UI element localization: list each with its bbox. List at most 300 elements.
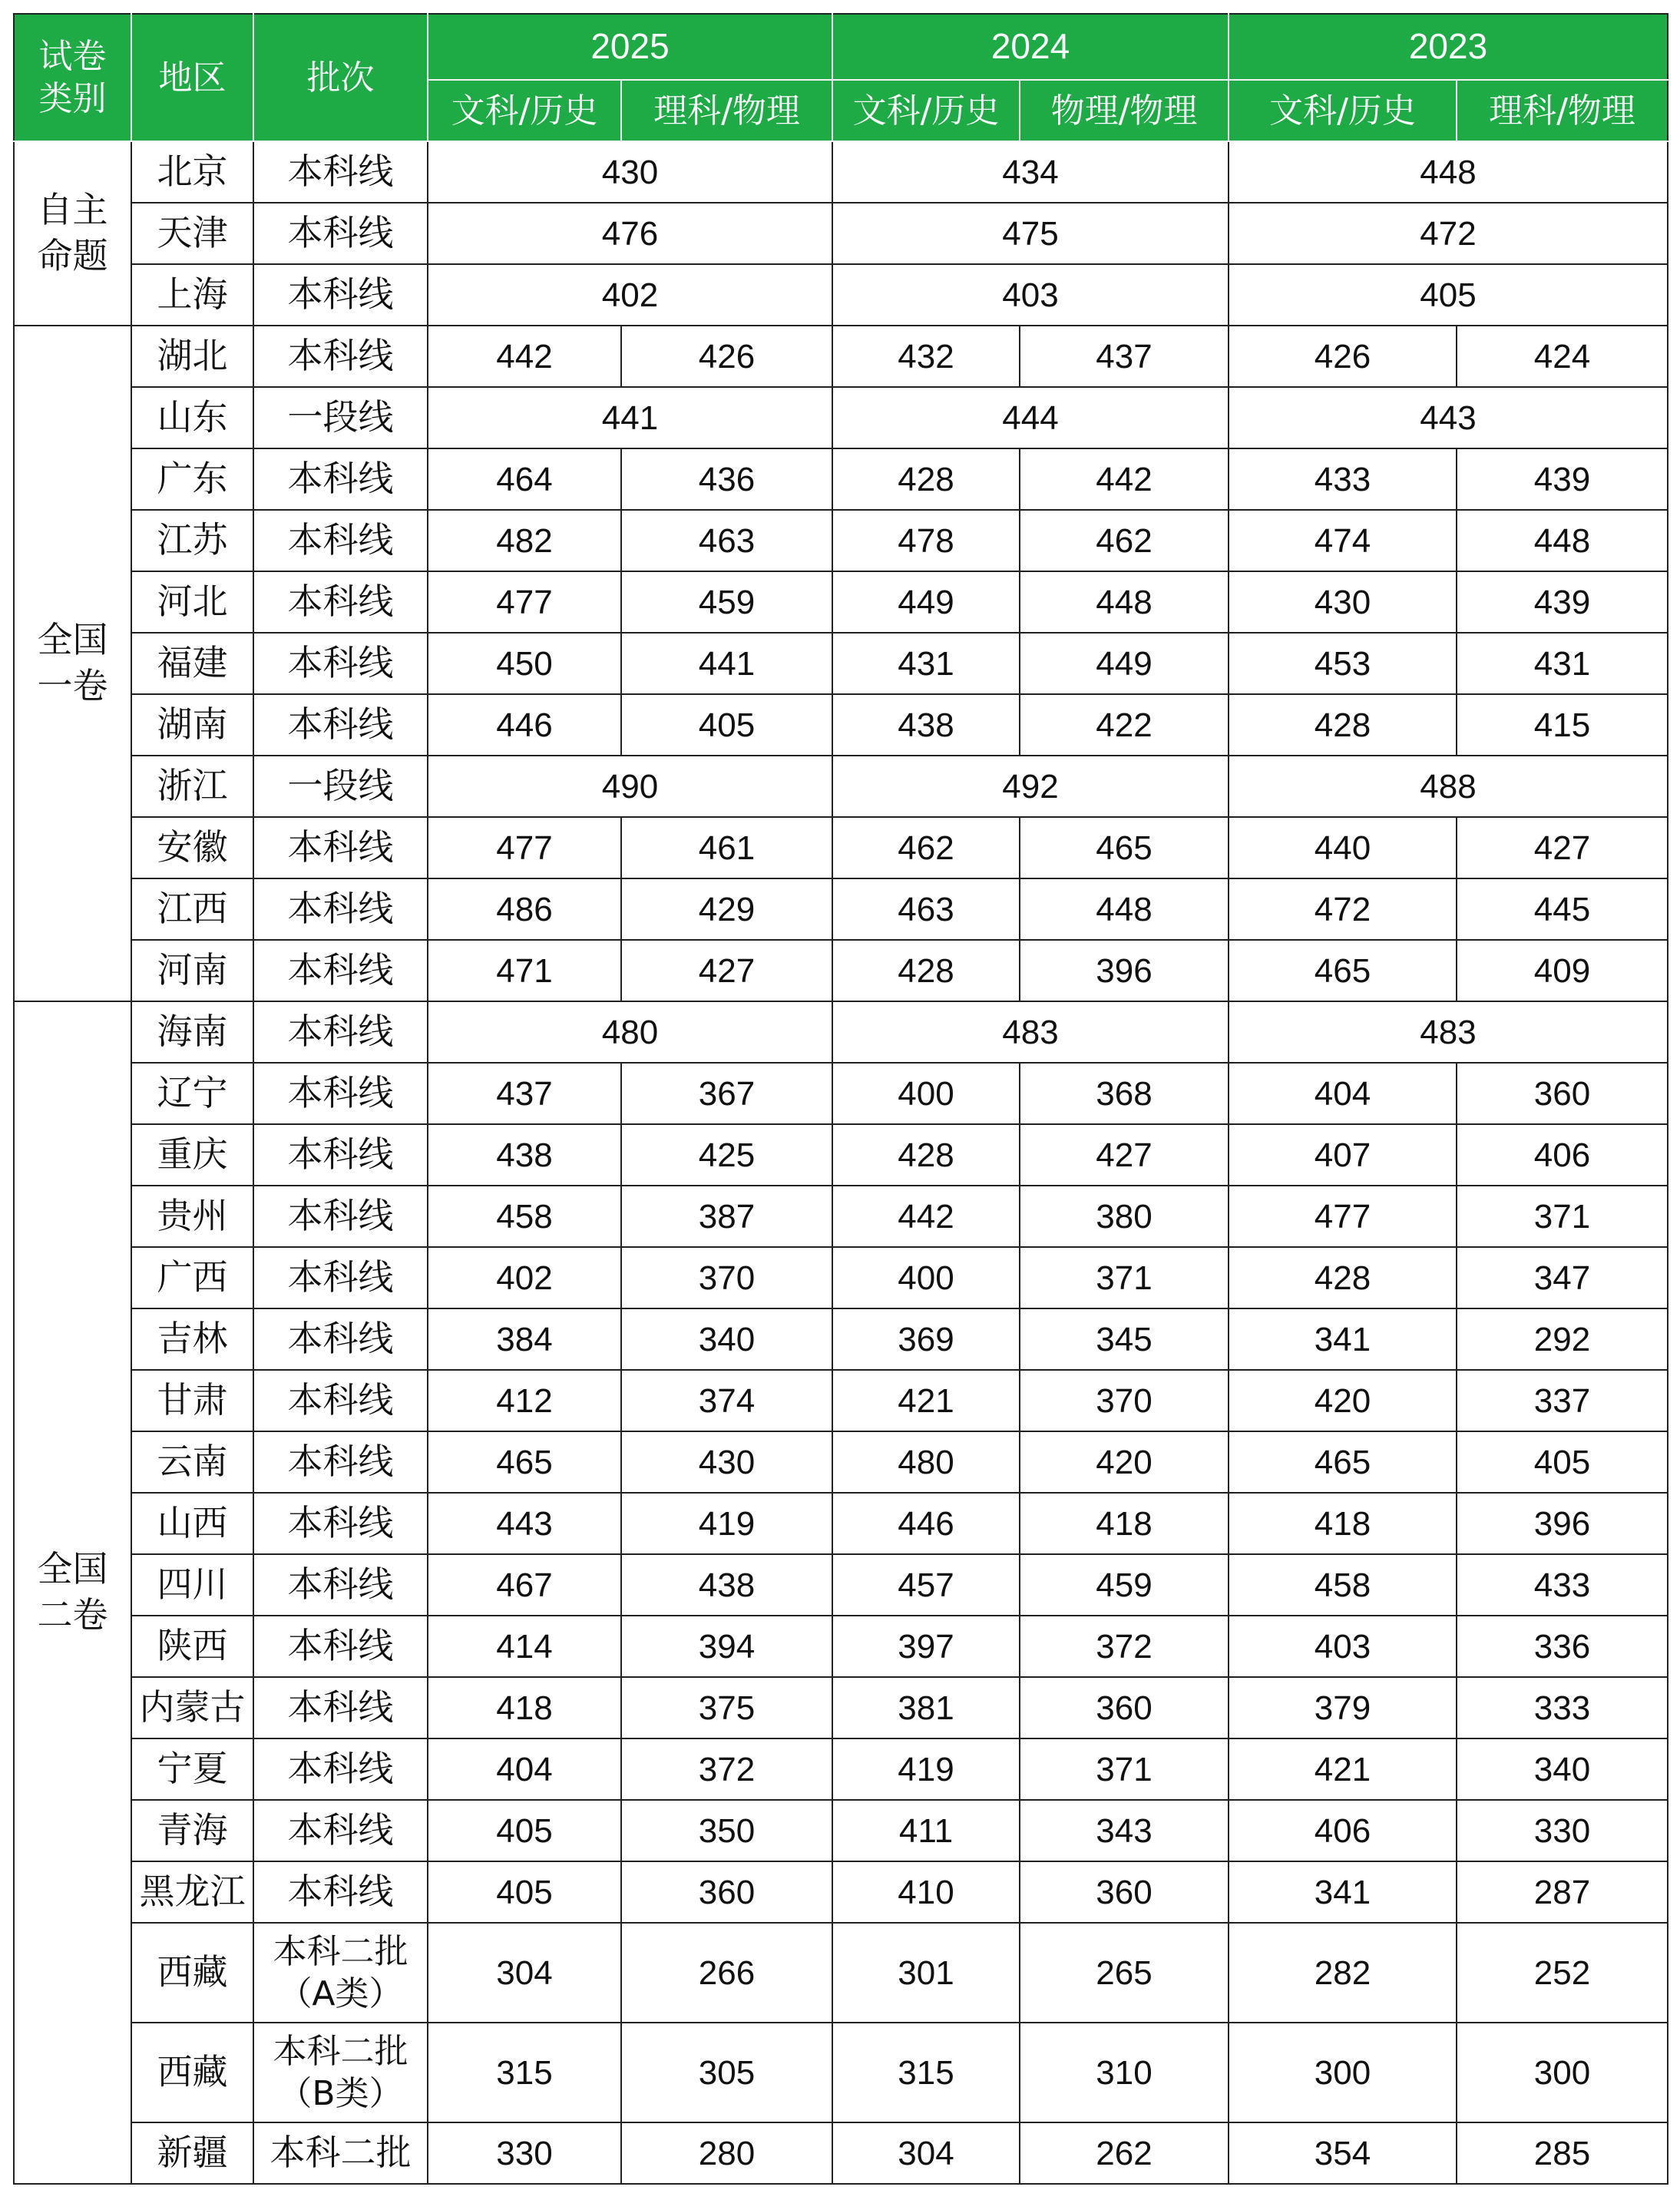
score-cell: 360 bbox=[1020, 1677, 1229, 1738]
score-cell: 412 bbox=[428, 1370, 621, 1431]
table-row bbox=[14, 387, 1668, 448]
batch-cell: 本科线 bbox=[253, 694, 428, 756]
region-cell: 辽宁 bbox=[131, 1063, 253, 1124]
table-row bbox=[14, 1370, 1668, 1431]
table-row bbox=[14, 878, 1668, 940]
region-cell: 湖南 bbox=[131, 694, 253, 756]
year-label: 2024 bbox=[990, 26, 1070, 67]
score-cell: 433 bbox=[1229, 448, 1457, 510]
score-cell: 345 bbox=[1020, 1308, 1229, 1370]
score-cell: 419 bbox=[832, 1738, 1020, 1800]
batch-cell: 本科线 bbox=[253, 878, 428, 940]
table-row bbox=[14, 510, 1668, 571]
score-cell: 410 bbox=[832, 1861, 1020, 1923]
batch-cell: 本科线 bbox=[253, 141, 428, 203]
score-cell: 449 bbox=[832, 571, 1020, 633]
table-row bbox=[14, 1431, 1668, 1493]
score-cell: 300 bbox=[1457, 2023, 1668, 2122]
score-cell: 347 bbox=[1457, 1247, 1668, 1308]
region-cell: 浙江 bbox=[131, 756, 253, 817]
table-row bbox=[14, 940, 1668, 1001]
header-sub-2023-science: 理科/物理 bbox=[1457, 80, 1668, 141]
score-cell-merged: 405 bbox=[1229, 264, 1668, 326]
score-cell: 337 bbox=[1457, 1370, 1668, 1431]
score-cell: 407 bbox=[1229, 1124, 1457, 1186]
score-cell: 372 bbox=[621, 1738, 832, 1800]
header-year-2023 bbox=[1229, 14, 1668, 80]
batch-cell: 本科线 bbox=[253, 1677, 428, 1738]
region-cell: 四川 bbox=[131, 1554, 253, 1616]
score-cell: 372 bbox=[1020, 1616, 1229, 1677]
batch-line: 本科二批 bbox=[273, 1932, 408, 1971]
header-sub-2025-science: 理科/物理 bbox=[621, 80, 832, 141]
score-cell-merged: 448 bbox=[1229, 141, 1668, 203]
score-cell: 304 bbox=[832, 2122, 1020, 2184]
score-cell: 462 bbox=[1020, 510, 1229, 571]
score-cell: 285 bbox=[1457, 2122, 1668, 2184]
score-cell: 402 bbox=[428, 1247, 621, 1308]
batch-line: 本科二批 bbox=[273, 2032, 408, 2071]
region-cell: 广西 bbox=[131, 1247, 253, 1308]
score-cell: 436 bbox=[621, 448, 832, 510]
batch-cell: 本科线 bbox=[253, 1124, 428, 1186]
region-cell: 陕西 bbox=[131, 1616, 253, 1677]
score-cell: 477 bbox=[1229, 1186, 1457, 1247]
batch-line: （A类） bbox=[278, 1974, 403, 2013]
table-row bbox=[14, 1800, 1668, 1861]
batch-cell: 本科线 bbox=[253, 1247, 428, 1308]
category-cell bbox=[14, 326, 131, 1001]
score-cell: 428 bbox=[832, 1124, 1020, 1186]
score-cell-merged: 434 bbox=[832, 141, 1229, 203]
header-sub-2023-liberal: 文科/历史 bbox=[1229, 80, 1457, 141]
year-label: 2025 bbox=[590, 26, 670, 67]
score-cell: 464 bbox=[428, 448, 621, 510]
score-cell-merged: 443 bbox=[1229, 387, 1668, 448]
table-row bbox=[14, 448, 1668, 510]
score-cell: 341 bbox=[1229, 1308, 1457, 1370]
table-row bbox=[14, 571, 1668, 633]
table-row bbox=[14, 756, 1668, 817]
table-row bbox=[14, 1677, 1668, 1738]
table-row bbox=[14, 1063, 1668, 1124]
score-cell: 443 bbox=[428, 1493, 621, 1554]
score-cell: 330 bbox=[1457, 1800, 1668, 1861]
score-cell: 266 bbox=[621, 1923, 832, 2023]
score-cell: 305 bbox=[621, 2023, 832, 2122]
score-cell: 439 bbox=[1457, 571, 1668, 633]
header-year-2024 bbox=[832, 14, 1229, 80]
score-cell: 465 bbox=[1229, 940, 1457, 1001]
score-cell-merged: 472 bbox=[1229, 203, 1668, 264]
table-row bbox=[14, 1554, 1668, 1616]
category-line: 全国 bbox=[37, 1548, 108, 1590]
batch-cell: 本科线 bbox=[253, 1431, 428, 1493]
region-cell: 甘肃 bbox=[131, 1370, 253, 1431]
table-row bbox=[14, 1923, 1668, 2023]
category-cell bbox=[14, 1001, 131, 2184]
score-cell: 371 bbox=[1457, 1186, 1668, 1247]
score-cell: 396 bbox=[1020, 940, 1229, 1001]
table-row bbox=[14, 326, 1668, 387]
batch-cell: 本科线 bbox=[253, 1738, 428, 1800]
score-cell: 459 bbox=[621, 571, 832, 633]
score-cell: 400 bbox=[832, 1247, 1020, 1308]
batch-cell: 一段线 bbox=[253, 387, 428, 448]
table-row bbox=[14, 633, 1668, 694]
score-cell: 426 bbox=[1229, 326, 1457, 387]
score-cell: 442 bbox=[428, 326, 621, 387]
score-cell: 384 bbox=[428, 1308, 621, 1370]
score-cell: 360 bbox=[621, 1861, 832, 1923]
region-cell: 上海 bbox=[131, 264, 253, 326]
score-cell: 427 bbox=[1457, 817, 1668, 878]
score-cell: 370 bbox=[621, 1247, 832, 1308]
score-cell-merged: 402 bbox=[428, 264, 832, 326]
header-category bbox=[14, 14, 131, 141]
score-cell: 411 bbox=[832, 1800, 1020, 1861]
batch-cell: 本科线 bbox=[253, 817, 428, 878]
score-cell: 340 bbox=[621, 1308, 832, 1370]
score-cell: 446 bbox=[832, 1493, 1020, 1554]
score-cell: 375 bbox=[621, 1677, 832, 1738]
region-cell: 宁夏 bbox=[131, 1738, 253, 1800]
score-cell: 420 bbox=[1020, 1431, 1229, 1493]
score-cell: 336 bbox=[1457, 1616, 1668, 1677]
region-cell: 新疆 bbox=[131, 2122, 253, 2184]
score-cell: 369 bbox=[832, 1308, 1020, 1370]
score-cell: 441 bbox=[621, 633, 832, 694]
score-cell: 440 bbox=[1229, 817, 1457, 878]
score-cell: 458 bbox=[1229, 1554, 1457, 1616]
batch-cell: 本科线 bbox=[253, 633, 428, 694]
score-cell: 396 bbox=[1457, 1493, 1668, 1554]
score-cell: 442 bbox=[1020, 448, 1229, 510]
score-cell: 433 bbox=[1457, 1554, 1668, 1616]
score-cell-merged: 483 bbox=[1229, 1001, 1668, 1063]
batch-cell: 本科线 bbox=[253, 1186, 428, 1247]
score-cell: 467 bbox=[428, 1554, 621, 1616]
header-category-line-2: 类别 bbox=[38, 79, 107, 118]
score-cell: 360 bbox=[1020, 1861, 1229, 1923]
score-cell: 486 bbox=[428, 878, 621, 940]
batch-cell bbox=[253, 2023, 428, 2122]
score-cell: 406 bbox=[1457, 1124, 1668, 1186]
score-cell: 350 bbox=[621, 1800, 832, 1861]
region-cell: 江西 bbox=[131, 878, 253, 940]
score-cell: 301 bbox=[832, 1923, 1020, 2023]
table-row bbox=[14, 1493, 1668, 1554]
score-cell: 465 bbox=[428, 1431, 621, 1493]
batch-cell: 本科线 bbox=[253, 940, 428, 1001]
score-cell: 400 bbox=[832, 1063, 1020, 1124]
score-cell: 428 bbox=[832, 940, 1020, 1001]
score-cell: 340 bbox=[1457, 1738, 1668, 1800]
table-row bbox=[14, 1186, 1668, 1247]
score-cell: 449 bbox=[1020, 633, 1229, 694]
table-row bbox=[14, 1861, 1668, 1923]
table-row bbox=[14, 1001, 1668, 1063]
score-cell: 354 bbox=[1229, 2122, 1457, 2184]
score-cell: 442 bbox=[832, 1186, 1020, 1247]
score-cell: 453 bbox=[1229, 633, 1457, 694]
batch-cell: 本科线 bbox=[253, 1001, 428, 1063]
score-cell: 437 bbox=[1020, 326, 1229, 387]
score-cell: 428 bbox=[1229, 1247, 1457, 1308]
region-cell: 河南 bbox=[131, 940, 253, 1001]
score-cell: 432 bbox=[832, 326, 1020, 387]
score-cell: 471 bbox=[428, 940, 621, 1001]
score-cell: 315 bbox=[832, 2023, 1020, 2122]
score-cell: 429 bbox=[621, 878, 832, 940]
table-row bbox=[14, 694, 1668, 756]
year-label: 2023 bbox=[1408, 26, 1488, 67]
batch-line: （B类） bbox=[278, 2074, 403, 2113]
score-cell: 341 bbox=[1229, 1861, 1457, 1923]
score-cell: 448 bbox=[1020, 571, 1229, 633]
batch-cell bbox=[253, 1923, 428, 2023]
region-cell: 山东 bbox=[131, 387, 253, 448]
score-cell: 397 bbox=[832, 1616, 1020, 1677]
batch-cell: 本科线 bbox=[253, 1308, 428, 1370]
score-cell: 333 bbox=[1457, 1677, 1668, 1738]
table-row bbox=[14, 1616, 1668, 1677]
score-cell: 409 bbox=[1457, 940, 1668, 1001]
score-cell: 448 bbox=[1020, 878, 1229, 940]
batch-cell: 本科线 bbox=[253, 1063, 428, 1124]
score-cell: 406 bbox=[1229, 1800, 1457, 1861]
score-cell: 465 bbox=[1020, 817, 1229, 878]
score-cell: 304 bbox=[428, 1923, 621, 2023]
score-cell: 379 bbox=[1229, 1677, 1457, 1738]
score-cell-merged: 488 bbox=[1229, 756, 1668, 817]
category-line: 自主 bbox=[37, 189, 108, 231]
score-cell: 404 bbox=[428, 1738, 621, 1800]
score-cell-merged: 483 bbox=[832, 1001, 1229, 1063]
category-line: 全国 bbox=[37, 619, 108, 661]
score-cell: 438 bbox=[832, 694, 1020, 756]
region-cell: 江苏 bbox=[131, 510, 253, 571]
score-cell: 300 bbox=[1229, 2023, 1457, 2122]
batch-cell: 本科线 bbox=[253, 326, 428, 387]
header-category-line-1: 试卷 bbox=[38, 37, 107, 76]
score-cell: 418 bbox=[1020, 1493, 1229, 1554]
score-cell: 463 bbox=[832, 878, 1020, 940]
score-cell: 415 bbox=[1457, 694, 1668, 756]
region-cell: 安徽 bbox=[131, 817, 253, 878]
region-cell: 重庆 bbox=[131, 1124, 253, 1186]
table-row bbox=[14, 203, 1668, 264]
region-cell: 山西 bbox=[131, 1493, 253, 1554]
region-cell: 黑龙江 bbox=[131, 1861, 253, 1923]
table-row bbox=[14, 1247, 1668, 1308]
score-table-container bbox=[13, 13, 1667, 2177]
score-cell: 368 bbox=[1020, 1063, 1229, 1124]
score-cell: 367 bbox=[621, 1063, 832, 1124]
score-cell: 446 bbox=[428, 694, 621, 756]
score-cell: 405 bbox=[428, 1800, 621, 1861]
score-cell-merged: 492 bbox=[832, 756, 1229, 817]
score-cell: 292 bbox=[1457, 1308, 1668, 1370]
region-cell: 河北 bbox=[131, 571, 253, 633]
score-cell: 439 bbox=[1457, 448, 1668, 510]
score-cell: 472 bbox=[1229, 878, 1457, 940]
region-cell: 西藏 bbox=[131, 2023, 253, 2122]
region-cell: 内蒙古 bbox=[131, 1677, 253, 1738]
score-cell: 457 bbox=[832, 1554, 1020, 1616]
table-row bbox=[14, 2023, 1668, 2122]
score-cell: 315 bbox=[428, 2023, 621, 2122]
table-row bbox=[14, 1738, 1668, 1800]
score-cell: 330 bbox=[428, 2122, 621, 2184]
score-cell: 428 bbox=[832, 448, 1020, 510]
region-cell: 贵州 bbox=[131, 1186, 253, 1247]
score-cell: 310 bbox=[1020, 2023, 1229, 2122]
table-row bbox=[14, 141, 1668, 203]
table-body bbox=[14, 141, 1668, 2184]
score-cell: 360 bbox=[1457, 1063, 1668, 1124]
region-cell: 西藏 bbox=[131, 1923, 253, 2023]
score-cell: 462 bbox=[832, 817, 1020, 878]
score-cell-merged: 475 bbox=[832, 203, 1229, 264]
score-cell: 450 bbox=[428, 633, 621, 694]
table-row bbox=[14, 1124, 1668, 1186]
score-cell: 394 bbox=[621, 1616, 832, 1677]
batch-cell: 本科线 bbox=[253, 264, 428, 326]
score-cell: 458 bbox=[428, 1186, 621, 1247]
region-cell: 北京 bbox=[131, 141, 253, 203]
batch-cell: 本科线 bbox=[253, 571, 428, 633]
score-cell: 428 bbox=[1229, 694, 1457, 756]
score-cell: 405 bbox=[1457, 1431, 1668, 1493]
score-cell: 430 bbox=[1229, 571, 1457, 633]
category-line: 一卷 bbox=[37, 665, 108, 706]
score-cell-merged: 430 bbox=[428, 141, 832, 203]
score-cell: 480 bbox=[832, 1431, 1020, 1493]
header-region: 地区 bbox=[131, 14, 253, 141]
region-cell: 青海 bbox=[131, 1800, 253, 1861]
score-cell: 422 bbox=[1020, 694, 1229, 756]
table-header bbox=[14, 14, 1668, 141]
score-cell: 425 bbox=[621, 1124, 832, 1186]
batch-cell: 本科线 bbox=[253, 1800, 428, 1861]
score-cell: 280 bbox=[621, 2122, 832, 2184]
batch-cell: 本科线 bbox=[253, 1861, 428, 1923]
score-cell: 265 bbox=[1020, 1923, 1229, 2023]
table-row bbox=[14, 817, 1668, 878]
region-cell: 云南 bbox=[131, 1431, 253, 1493]
batch-cell: 本科线 bbox=[253, 1616, 428, 1677]
table-row bbox=[14, 1308, 1668, 1370]
score-table bbox=[13, 13, 1668, 2185]
score-cell: 438 bbox=[621, 1554, 832, 1616]
score-cell: 381 bbox=[832, 1677, 1020, 1738]
score-cell: 262 bbox=[1020, 2122, 1229, 2184]
score-cell: 343 bbox=[1020, 1800, 1229, 1861]
score-cell: 459 bbox=[1020, 1554, 1229, 1616]
score-cell: 445 bbox=[1457, 878, 1668, 940]
score-cell: 437 bbox=[428, 1063, 621, 1124]
score-cell: 477 bbox=[428, 817, 621, 878]
score-cell: 427 bbox=[621, 940, 832, 1001]
score-cell: 427 bbox=[1020, 1124, 1229, 1186]
score-cell: 448 bbox=[1457, 510, 1668, 571]
score-cell: 478 bbox=[832, 510, 1020, 571]
region-cell: 吉林 bbox=[131, 1308, 253, 1370]
score-cell: 461 bbox=[621, 817, 832, 878]
score-cell: 404 bbox=[1229, 1063, 1457, 1124]
score-cell: 477 bbox=[428, 571, 621, 633]
region-cell: 广东 bbox=[131, 448, 253, 510]
region-cell: 湖北 bbox=[131, 326, 253, 387]
score-cell: 371 bbox=[1020, 1738, 1229, 1800]
score-cell: 403 bbox=[1229, 1616, 1457, 1677]
score-cell: 482 bbox=[428, 510, 621, 571]
score-cell-merged: 441 bbox=[428, 387, 832, 448]
score-cell: 414 bbox=[428, 1616, 621, 1677]
score-cell-merged: 444 bbox=[832, 387, 1229, 448]
score-cell: 380 bbox=[1020, 1186, 1229, 1247]
score-cell: 370 bbox=[1020, 1370, 1229, 1431]
score-cell: 431 bbox=[1457, 633, 1668, 694]
score-cell: 465 bbox=[1229, 1431, 1457, 1493]
score-cell: 418 bbox=[428, 1677, 621, 1738]
batch-cell: 本科线 bbox=[253, 510, 428, 571]
score-cell: 374 bbox=[621, 1370, 832, 1431]
score-cell: 438 bbox=[428, 1124, 621, 1186]
score-cell: 405 bbox=[428, 1861, 621, 1923]
category-cell bbox=[14, 141, 131, 326]
score-cell-merged: 480 bbox=[428, 1001, 832, 1063]
header-sub-2025-liberal: 文科/历史 bbox=[428, 80, 621, 141]
score-cell: 282 bbox=[1229, 1923, 1457, 2023]
region-cell: 天津 bbox=[131, 203, 253, 264]
header-year-2025 bbox=[428, 14, 832, 80]
score-cell: 474 bbox=[1229, 510, 1457, 571]
score-cell: 421 bbox=[832, 1370, 1020, 1431]
region-cell: 福建 bbox=[131, 633, 253, 694]
batch-cell: 本科线 bbox=[253, 1493, 428, 1554]
batch-cell: 本科线 bbox=[253, 203, 428, 264]
score-cell: 387 bbox=[621, 1186, 832, 1247]
header-sub-2024-science: 物理/物理 bbox=[1020, 80, 1229, 141]
score-cell: 419 bbox=[621, 1493, 832, 1554]
category-line: 命题 bbox=[37, 235, 108, 276]
region-cell: 海南 bbox=[131, 1001, 253, 1063]
score-cell: 405 bbox=[621, 694, 832, 756]
score-cell-merged: 490 bbox=[428, 756, 832, 817]
batch-cell: 本科线 bbox=[253, 448, 428, 510]
score-cell: 418 bbox=[1229, 1493, 1457, 1554]
score-cell: 424 bbox=[1457, 326, 1668, 387]
score-cell: 371 bbox=[1020, 1247, 1229, 1308]
batch-cell: 本科线 bbox=[253, 1370, 428, 1431]
score-cell-merged: 476 bbox=[428, 203, 832, 264]
score-cell: 420 bbox=[1229, 1370, 1457, 1431]
score-cell: 252 bbox=[1457, 1923, 1668, 2023]
score-cell: 430 bbox=[621, 1431, 832, 1493]
score-cell-merged: 403 bbox=[832, 264, 1229, 326]
batch-cell: 本科二批 bbox=[253, 2122, 428, 2184]
score-cell: 426 bbox=[621, 326, 832, 387]
header-batch: 批次 bbox=[253, 14, 428, 141]
header-sub-2024-liberal: 文科/历史 bbox=[832, 80, 1020, 141]
table-row bbox=[14, 2122, 1668, 2184]
score-cell: 431 bbox=[832, 633, 1020, 694]
batch-cell: 本科线 bbox=[253, 1554, 428, 1616]
score-cell: 463 bbox=[621, 510, 832, 571]
batch-cell: 一段线 bbox=[253, 756, 428, 817]
